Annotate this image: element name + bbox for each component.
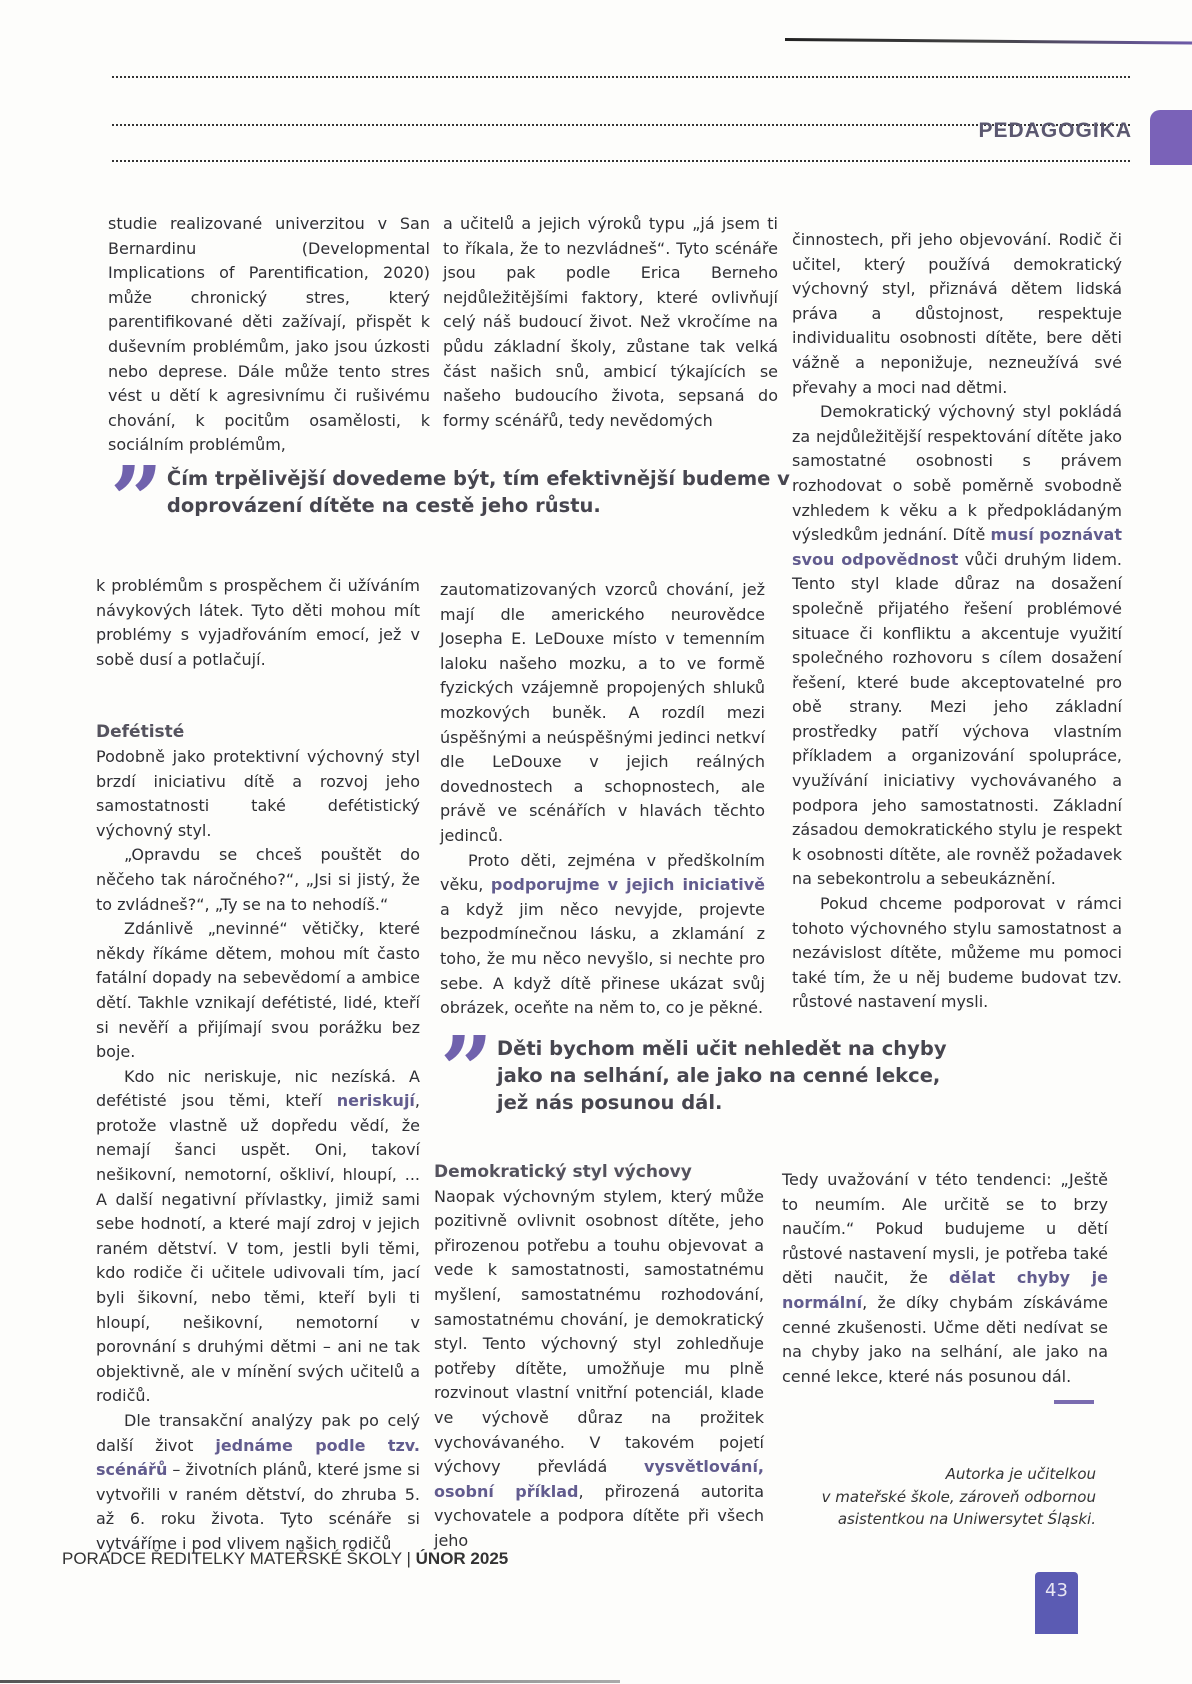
column-2-bottom [434,1160,764,1554]
header-rule-bottom [112,160,1130,162]
column-3 [792,228,1122,1015]
quote-mark-icon: ” [440,1016,487,1124]
author-note: Autorka je učitelkou v mateřské škole, zároveň odbornou asistentkou na Uniwersytet Śląski. [821,1465,1096,1528]
paragraph: Demokratický výchovný styl pokládá za nejdůležitější respektování dítěte jako samostatné osobnosti s právem rozhodovat o sobě poměrně svobodně vzhledem k věku a k předpokládaným výsledkům jednání. Dítě musí poznávat svou odpovědnost vůči druhým lidem. Tento styl klade důraz na dosažení společně přijatého řešení problémové situace či konfliktu a akcentuje využití společného rozhovoru s cílem dosažení řešení, které bude akceptovatelné pro obě strany. Mezi jeho základní prostředky patří výchova vlastním příkladem a organizování spolupráce, využívání iniciativy vychovávaného a podpora jeho samostatnosti. Základní zásadou demokratického stylu je respekt k osobnosti dítěte, ale rovněž požadavek na sebekontrolu a sebeukáznění. [792,402,1123,889]
column-1-top [108,212,430,458]
issue-date: ÚNOR 2025 [415,1549,509,1568]
paragraph: Naopak výchovným stylem, který může pozitivně ovlivnit osobnost dítěte, jeho přirozenou potřebu a touhu objevovat a vede k samostatnosti, samostatnému myšlení, samostatnému rozhodování, samostatnému chování, je demokratický styl. Tento výchovný styl zohledňuje potřeby dítěte, umožňuje mu plně rozvinout vlastní vnitřní potenciál, klade ve výchově důraz na prožitek vychovávaného. V takovém pojetí výchovy převládá vysvětlování, osobní příklad, přirozená autorita vychovatele a podpora dítěte při všech jeho [434,1186,765,1550]
publication-name: PORADCE ŘEDITELKY MATEŘSKÉ ŠKOLY | [62,1549,416,1568]
pull-quote-text: Čím trpělivější dovedeme být, tím efektivnější budeme v doprovázení dítěte na cestě jeho růstu. [166,467,790,517]
header-rule-top [112,76,1130,78]
header-rule-middle [112,124,1130,126]
column-3-bottom [782,1168,1108,1389]
section-tab-marker [1150,110,1192,165]
section-label: PEDAGOGIKA [978,119,1132,142]
section-heading-democratic-style: Demokratický styl výchovy [434,1162,692,1182]
paragraph: Tedy uvažování v této tendenci: „Ještě to neumím. Ale určitě se to brzy naučím.“ Pokud budujeme u dětí růstové nastavení mysli, je potřeba také děti naučit, že dělat chyby je normální, že díky chybám získáváme cenné zkušenosti. Učme děti nedívat se na chyby jako na selhání, ale jako na cenné lekce, které nás posunou dál. [782,1170,1109,1386]
column-2 [440,578,765,1021]
highlighted-phrase: vysvětlování, osobní příklad [434,1457,764,1501]
highlighted-phrase: neriskují [336,1091,415,1111]
page-number: 43 [1035,1572,1078,1634]
highlighted-phrase: musí poznávat svou odpovědnost [792,525,1123,569]
column-2-top [443,212,778,433]
paragraph: činnostech, při jeho objevování. Rodič či učitel, který používá demokratický výchovný styl, přiznává dětem lidská práva a důstojnost, respektuje individualitu osobnosti dítěte, bere děti vážně a neponižuje, nezneužívá své převahy a moci nad dětmi. [792,230,1122,397]
paragraph: studie realizované univerzitou v San Bernardinu (Developmental Implications of Parentification, 2020) může chronický stres, který parentifikované děti zažívají, přispět k duševním problémům, jako jsou úzkosti nebo deprese. Dále může tento stres vést u dětí k agresivnímu či rušivému chování, k pocitům osamělosti, k sociálním problémům, [108,214,430,455]
highlighted-phrase: jednáme podle tzv. scénářů [96,1435,420,1480]
column-1 [96,574,420,1557]
pull-quote-text: Děti bychom měli učit nehledět na chyby jako na selhání, ale jako na cenné lekce, jež nás posunou dál. [496,1037,947,1114]
footer-publication [62,1549,508,1569]
article-end-mark [1054,1400,1094,1404]
quote-mark-icon: ” [110,446,157,554]
pull-quote-1 [110,446,790,554]
highlighted-phrase: dělat chyby je normální [782,1268,1109,1312]
paragraph: „Opravdu se chceš pouštět do něčeho tak náročného?“, „Jsi si jistý, že to zvládneš?“, „Ty se na to nehodíš.“ [96,845,420,914]
paragraph: zautomatizovaných vzorců chování, jež mají dle amerického neurovědce Josepha E. LeDouxe místo v temenním laloku našeho mozku, a to ve formě fyzických vzájemně propojených shluků mozkových buněk. A rozdíl mezi úspěšnými a neúspěšnými jedinci netkví dle LeDouxe v jejich reálných dovednostech a schopnostech, ale právě ve scénářích v hlavách těchto jedinců. [440,580,765,845]
paragraph: a učitelů a jejich výroků typu „já jsem ti to říkala, že to nezvládneš“. Tyto scénáře jsou pak podle Erica Berneho nejdůležitějšími faktory, které ovlivňují celý náš budoucí život. Než vkročíme na půdu základní školy, zůstane tak velká část našich snů, ambicí týkajících se našeho budoucího života, sepsaná do formy scénářů, tedy nevědomých [443,214,778,430]
decorative-bottom-stroke [0,1680,620,1683]
section-heading-defetiste: Defétisté [96,722,185,743]
paragraph: Zdánlivě „nevinné“ větičky, které někdy říkáme dětem, mohou mít často fatální dopady na sebevědomí a ambice dětí. Takhle vznikají defétisté, lidé, kteří si nevěří a přijímají svou porážku bez boje. [96,919,420,1062]
pull-quote-2 [440,1016,960,1124]
paragraph: k problémům s prospěchem či užíváním návykových látek. Tyto děti mohou mít problémy s vyjadřováním emocí, jež v sobě dusí a potlačují. [96,576,420,669]
paragraph: Kdo nic neriskuje, nic nezíská. A defétisté jsou těmi, kteří neriskují, protože vlastně už dopředu vědí, že nemají šanci uspět. Oni, takoví nešikovní, nemotorní, oškliví, hloupí, ... A další negativní přívlastky, jimiž sami sebe hodnotí, a které mají zdroj v jejich raném dětství. V tom, jestli byli těmi, kdo rodiče či učitele udivovali tím, jací byli šikovní, nebo těmi, kteří byli ti hloupí, nešikovní, nemotorní v porovnání s druhými dětmi – ani ne tak objektivně, ale v mínění svých učitelů a rodičů. [96,1066,420,1406]
paragraph: Podobně jako protektivní výchovný styl brzdí iniciativu dítě a rozvoj jeho samostatnosti také defétistický výchovný styl. [96,746,420,840]
decorative-top-stroke [785,38,1192,45]
paragraph: Pokud chceme podporovat v rámci tohoto výchovného stylu samostatnost a nezávislost dítěte, můžeme mu pomoci také tím, že u něj budeme budovat tzv. růstové nastavení mysli. [792,894,1122,1012]
highlighted-phrase: podporujme v jejich iniciativě [490,875,765,895]
paragraph: Proto děti, zejména v předškolním věku, podporujme v jejich iniciativě a když jim něco nevyjde, projevte bezpodmínečnou lásku, a zklamání z toho, že mu něco nevyšlo, si nechte pro sebe. A když dítě přinese ukázat svůj obrázek, oceňte na něm to, co je pěkné. [440,850,765,1018]
paragraph: Dle transakční analýzy pak po celý další život jednáme podle tzv. scénářů – životních plánů, které jsme si vytvořili v raném dětství, do zhruba 5. až 6. roku života. Tyto scénáře si vytváříme i pod vlivem našich rodičů [96,1411,420,1553]
